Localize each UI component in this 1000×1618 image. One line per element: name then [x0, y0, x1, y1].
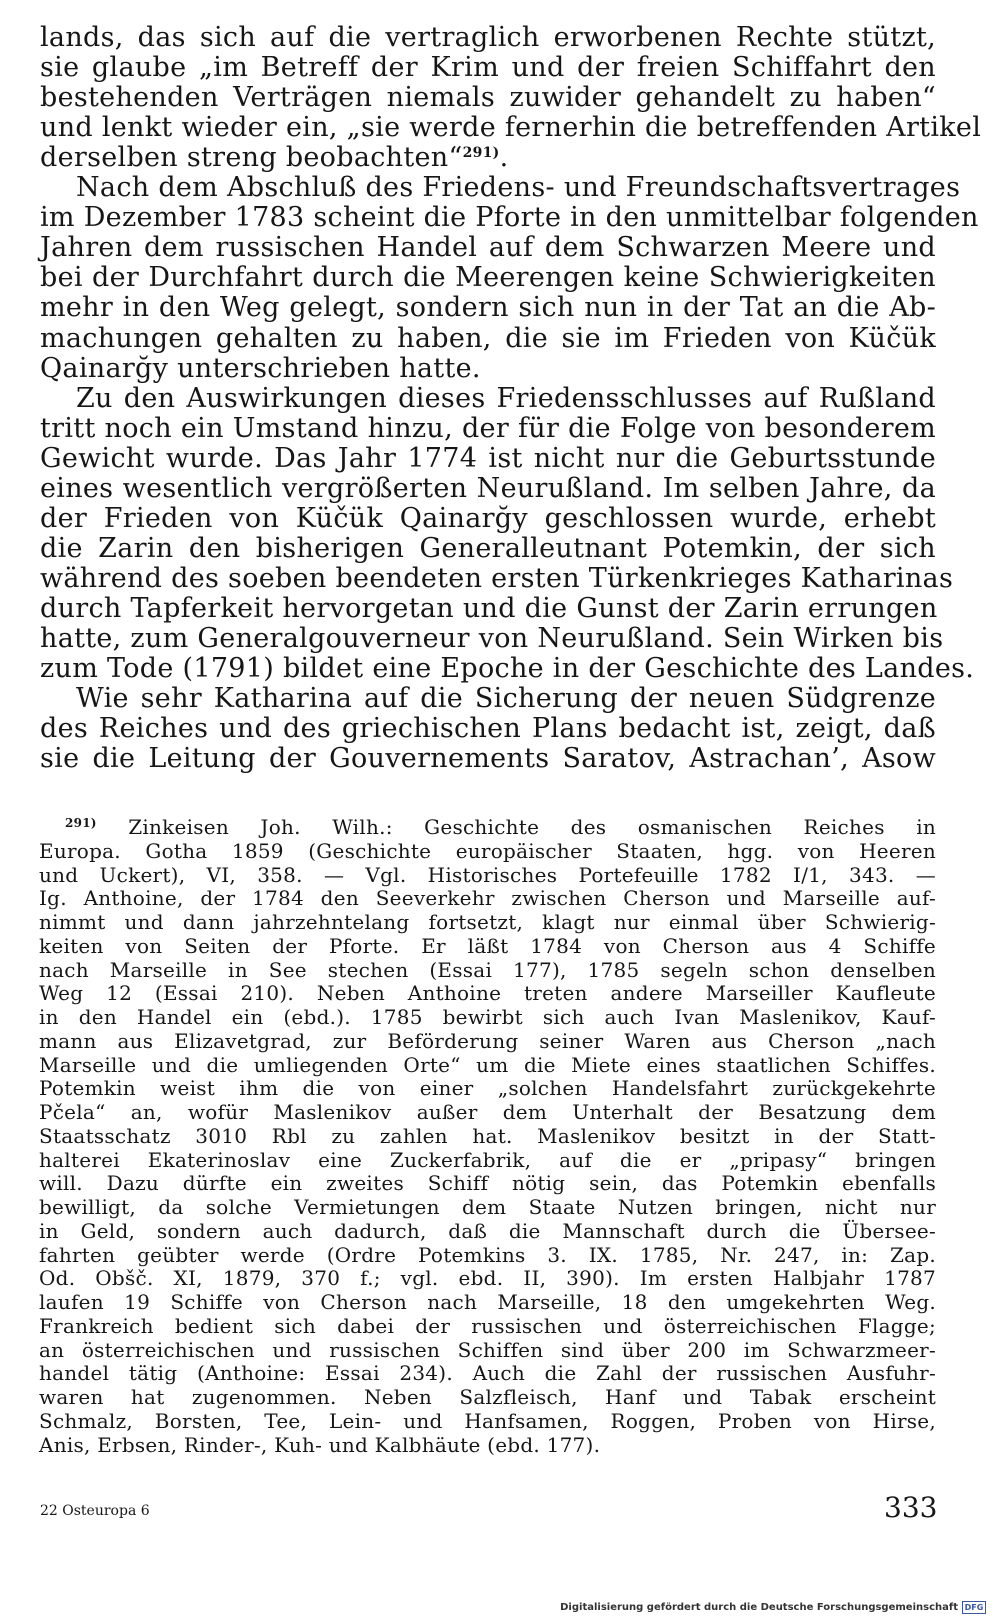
body-line-text: Gewicht wurde. Das Jahr 1774 ist nicht nur die Geburtsstunde — [40, 442, 936, 474]
body-line — [40, 713, 936, 744]
body-line — [40, 653, 975, 685]
body-line-text: bestehenden Verträgen niemals zuwider gehandelt zu haben“ — [40, 82, 936, 114]
body-line-text: Nach dem Abschluß des Friedens- und Freundschaftsvertrages — [76, 172, 961, 204]
body-line — [40, 562, 954, 594]
body-line-text: Wie sehr Katharina auf die Sicherung der neuen Südgrenze — [76, 683, 936, 715]
body-line-text: bei der Durchfahrt durch die Meerengen keine Schwierigkeiten — [40, 262, 936, 294]
body-line — [40, 443, 936, 474]
footnote-line — [39, 1077, 936, 1100]
body-line — [40, 262, 936, 293]
body-line — [40, 22, 936, 53]
body-line — [76, 383, 936, 414]
footnote-line-text: mann aus Elizavetgrad, zur Beförderung seiner Waren aus Cherson „nach — [39, 1028, 936, 1053]
body-line-text: mehr in den Weg gelegt, sondern sich nun in der Tat an die Ab- — [40, 292, 936, 324]
body-line — [40, 232, 936, 263]
body-line — [40, 533, 936, 564]
footnote-line — [39, 1362, 936, 1385]
body-line-text: im Dezember 1783 scheint die Pforte in den unmittelbar folgenden — [40, 202, 979, 234]
footnote-line — [39, 1434, 936, 1457]
body-line-text: lands, das sich auf die vertraglich erworbenen Rechte stützt, — [40, 22, 936, 53]
footnote-number: 291) — [65, 816, 97, 830]
digitization-text: Digitalisierung gefördert durch die Deutsche Forschungsgemeinschaft — [560, 1601, 958, 1613]
body-line-text: und lenkt wieder ein, „sie werde fernerhin die betreffenden Artikel — [40, 112, 982, 144]
body-line — [40, 593, 936, 624]
footnote-line — [39, 1244, 936, 1267]
footnote-line-text: waren hat zugenommen. Neben Salzfleisch, Hanf und Tabak erscheint — [39, 1385, 936, 1409]
body-line — [76, 683, 936, 714]
footnote-line-text: Marseille und die umliegenden Orte“ um die Miete eines staatlichen Schiffes. — [39, 1052, 936, 1077]
footnote-reference[interactable]: 291) — [462, 145, 500, 162]
page-number: 333 — [884, 1491, 938, 1524]
body-line — [40, 413, 936, 444]
footnote-line-text: Anis, Erbsen, Rinder-, Kuh- und Kalbhäute (ebd. 177). — [39, 1432, 601, 1457]
footnote-line — [39, 1172, 936, 1195]
body-line — [40, 353, 936, 384]
body-line-text: hatte, zum Generalgouverneur von Neurußland. Sein Wirken bis — [40, 623, 944, 654]
footnote-line-text: Zinkeisen Joh. Wilh.: Geschichte des osmanischen Reiches in — [96, 815, 936, 839]
footnote-line-text: fahrten geübter werde (Ordre Potemkins 3. IX. 1785, Nr. 247, in: Zap. — [39, 1242, 936, 1267]
footnote-line-text: will. Dazu dürfte ein zweites Schiff nötig sein, das Potemkin ebenfalls — [39, 1171, 936, 1196]
body-line-text: Zu den Auswirkungen dieses Friedensschlusses auf Rußland — [76, 382, 936, 414]
footnote-line — [39, 864, 936, 887]
footnote-line — [65, 816, 936, 839]
footnote-line — [39, 1030, 936, 1053]
footnote-line — [39, 1220, 936, 1243]
footnote-line-text: nach Marseille in See stechen (Essai 177), 1785 segeln schon denselben — [39, 957, 936, 982]
body-line — [40, 112, 982, 144]
body-line — [40, 323, 936, 354]
body-line-text: Jahren dem russischen Handel auf dem Schwarzen Meere und — [40, 232, 936, 264]
footnote-line — [39, 1054, 936, 1077]
footnote-line-text: bewilligt, da solche Vermietungen dem Staate Nutzen bringen, nicht nur — [39, 1195, 936, 1219]
body-line — [40, 473, 936, 504]
body-line-punct: . — [499, 142, 509, 174]
body-line — [40, 503, 936, 534]
footnote-line — [39, 887, 936, 910]
body-line — [40, 82, 936, 113]
footnote-line — [39, 1101, 936, 1124]
footnote-line-text: laufen 19 Schiffe von Cherson nach Marseille, 18 den umgekehrten Weg. — [39, 1290, 936, 1314]
footnote-line-text: in den Handel ein (ebd.). 1785 bewirbt sich auch Ivan Maslenikov, Kauf- — [39, 1005, 936, 1029]
footnote-line-text: halterei Ekaterinoslav eine Zuckerfabrik, auf die er „pripasy“ bringen — [39, 1147, 936, 1172]
body-line-text: derselben streng beobachten“ — [40, 142, 463, 174]
body-line — [40, 52, 936, 83]
footnote-line — [39, 959, 936, 982]
body-line-text: sie die Leitung der Gouvernements Saratov, Astrachan’, Asow — [40, 743, 936, 775]
footnote-line-text: an österreichischen und russischen Schiffen sind über 200 im Schwarzmeer- — [39, 1337, 936, 1362]
body-line-text: der Frieden von Küčük Qainarğy geschlossen wurde, erhebt — [40, 502, 936, 534]
footnote-line — [39, 1149, 936, 1172]
footnote-line — [39, 982, 936, 1005]
body-line-text: die Zarin den bisherigen Generalleutnant Potemkin, der sich — [40, 532, 936, 564]
footnote-line-text: Potemkin weist ihm die von einer „solchen Handelsfahrt zurückgekehrte — [39, 1076, 936, 1101]
body-line-text: eines wesentlich vergrößerten Neurußland. Im selben Jahre, da — [40, 472, 936, 504]
footnote-line-text: Weg 12 (Essai 210). Neben Anthoine treten andere Marseiller Kaufleute — [39, 981, 936, 1006]
footnote-line-text: Ig. Anthoine, der 1784 den Seeverkehr zwischen Cherson und Marseille auf- — [39, 886, 936, 911]
body-line — [76, 172, 961, 204]
footnote-line-text: und Uckert), VI, 358. — Vgl. Historisches Portefeuille 1782 I/1, 343. — — [39, 862, 936, 887]
footnote-line-text: Europa. Gotha 1859 (Geschichte europäischer Staaten, hgg. von Heeren — [39, 838, 936, 863]
footnote-line — [39, 1315, 936, 1338]
footnote-line — [39, 1339, 936, 1362]
body-line — [40, 743, 936, 774]
footnote-line — [39, 911, 936, 934]
body-line-text: tritt noch ein Umstand hinzu, der für die Folge von besonderem — [40, 412, 936, 444]
footnote-line — [39, 1196, 936, 1219]
body-line — [40, 292, 936, 323]
footnote-line-text: Pčela“ an, wofür Maslenikov außer dem Unterhalt der Besatzung dem — [39, 1100, 936, 1124]
body-line-text: machungen gehalten zu haben, die sie im Frieden von Küčük — [40, 322, 936, 354]
body-line — [40, 202, 979, 234]
footnote-line — [39, 1267, 936, 1290]
body-line — [40, 142, 936, 173]
footnote-line — [39, 1125, 936, 1148]
footnote-line — [39, 840, 936, 863]
footnote-line-text: handel tätig (Anthoine: Essai 234). Auch die Zahl der russischen Ausfuhr- — [39, 1361, 936, 1386]
footnote-line-text: Od. Obšč. XI, 1879, 370 f.; vgl. ebd. II, 390). Im ersten Halbjahr 1787 — [39, 1266, 936, 1291]
body-line — [40, 623, 944, 654]
footnote-line-text: Frankreich bedient sich dabei der russischen und österreichischen Flagge; — [39, 1313, 936, 1338]
dfg-logo-icon: DFG — [962, 1601, 986, 1614]
body-line-text: Qainarğy unterschrieben hatte. — [40, 352, 481, 384]
footnote-line-text: in Geld, sondern auch dadurch, daß die Mannschaft durch die Übersee- — [39, 1218, 936, 1243]
footnote-line — [39, 1410, 936, 1433]
body-line-text: des Reiches und des griechischen Plans bedacht ist, zeigt, daß — [40, 713, 936, 745]
footnote-line — [39, 935, 936, 958]
footnote-line — [39, 1006, 936, 1029]
body-line-text: während des soeben beendeten ersten Türkenkrieges Katharinas — [40, 562, 954, 594]
body-line-text: durch Tapferkeit hervorgetan und die Gunst der Zarin errungen — [40, 592, 938, 624]
footnote-line-text: Staatsschatz 3010 Rbl zu zahlen hat. Maslenikov besitzt in der Statt- — [39, 1123, 936, 1148]
footnote-line-text: nimmt und dann jahrzehntelang fortsetzt, klagt nur einmal über Schwierig- — [39, 910, 936, 934]
footnote-line-text: Schmalz, Borsten, Tee, Lein- und Hanfsamen, Roggen, Proben von Hirse, — [39, 1408, 936, 1433]
digitization-note — [560, 1600, 986, 1614]
signature-mark: 22 Osteuropa 6 — [40, 1503, 150, 1519]
body-line-text: zum Tode (1791) bildet eine Epoche in der Geschichte des Landes. — [40, 653, 975, 685]
footnote-line-text: keiten von Seiten der Pforte. Er läßt 1784 von Cherson aus 4 Schiffe — [39, 933, 936, 958]
footnote-line — [39, 1386, 936, 1409]
footnote-line — [39, 1291, 936, 1314]
body-line-text: sie glaube „im Betreff der Krim und der freien Schiffahrt den — [40, 52, 936, 84]
